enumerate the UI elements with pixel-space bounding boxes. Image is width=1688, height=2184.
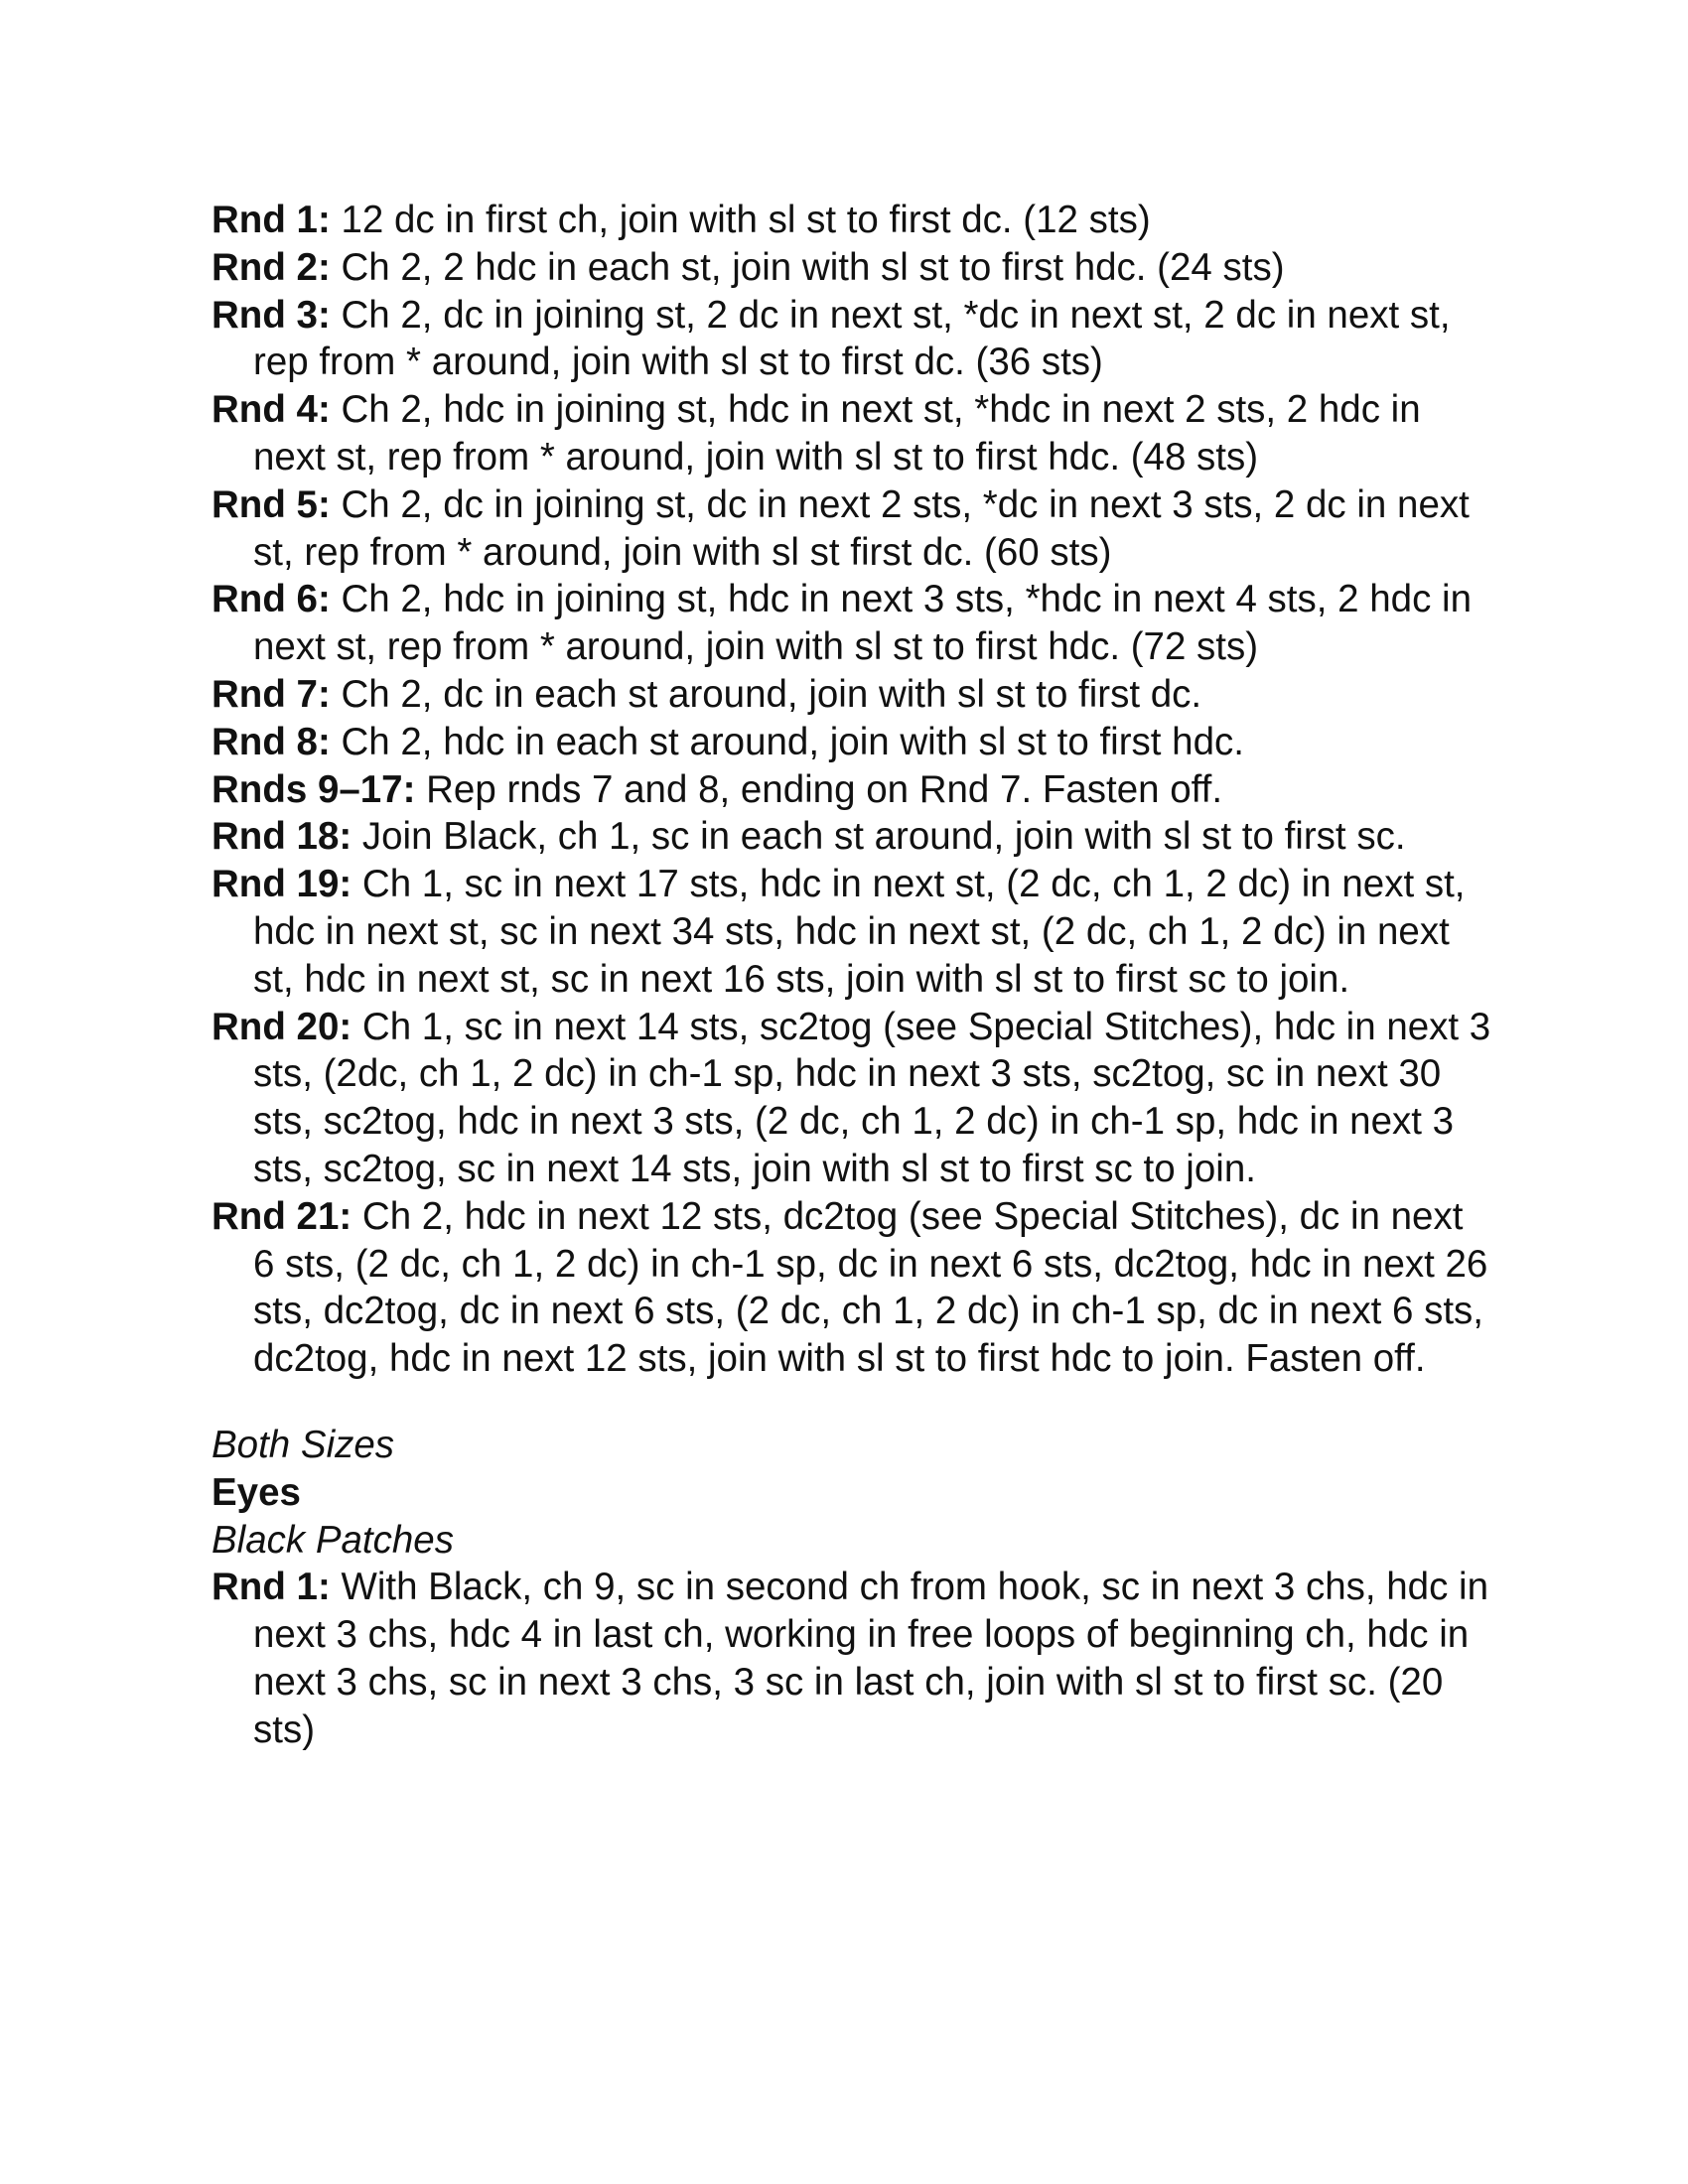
instruction-rnd-7 [211,671,1492,719]
instruction-rnd-6 [211,576,1492,671]
round-text: Ch 2, hdc in joining st, hdc in next st, *hdc in next 2 sts, 2 hdc in next st, rep from * around, join with sl st to first hdc. (48 sts) [253,388,1421,478]
instruction-rnd-5 [211,481,1492,577]
round-text: Ch 2, dc in each st around, join with sl st to first dc. [330,672,1202,716]
instruction-rnd-3 [211,292,1492,387]
black-patches-heading: Black Patches [211,1518,454,1562]
instruction-rnd-2 [211,244,1492,292]
round-text: With Black, ch 9, sc in second ch from hook, sc in next 3 chs, hdc in next 3 chs, hdc 4 in last ch, working in free loops of beginning ch, hdc in next 3 chs, sc in next 3 chs, 3 sc in last ch, join with sl st to first sc. (20 sts) [253,1566,1488,1751]
round-text: Ch 2, dc in joining st, dc in next 2 sts, *dc in next 3 sts, 2 dc in next st, rep from * around, join with sl st first dc. (60 sts) [253,482,1470,574]
eyes-instruction-list [211,1564,1492,1753]
pattern-page [211,197,1492,1754]
round-label: Rnd 18: [211,815,352,859]
round-text: Ch 2, 2 hdc in each st, join with sl st to first hdc. (24 sts) [330,245,1285,289]
round-label: Rnd 6: [211,578,331,621]
round-text: Ch 1, sc in next 14 sts, sc2tog (see Special Stitches), hdc in next 3 sts, (2dc, ch 1, 2 dc) in ch-1 sp, hdc in next 3 sts, sc2tog, sc in next 30 sts, sc2tog, hdc in next 3 sts, (2 dc, ch 1, 2 dc) in ch-1 sp, hdc in next 3 sts, sc2tog, sc in next 14 sts, join with sl st to first sc to join. [253,1005,1491,1190]
instruction-rnd-1 [211,197,1492,244]
instruction-list [211,197,1492,1383]
round-label: Rnd 19: [211,863,352,906]
round-text: Ch 2, dc in joining st, 2 dc in next st, *dc in next st, 2 dc in next st, rep from * around, join with sl st to first dc. (36 sts) [253,293,1451,384]
instruction-rnd-8 [211,719,1492,766]
round-label: Rnd 7: [211,672,331,716]
round-label: Rnds 9–17: [211,767,416,811]
round-label: Rnd 1: [211,199,331,241]
section-spacer [211,1383,1492,1422]
round-text: Join Black, ch 1, sc in each st around, join with sl st to first sc. [352,815,1406,859]
round-label: Rnd 2: [211,245,331,289]
instruction-rnd-4 [211,386,1492,481]
round-label: Rnd 5: [211,482,331,526]
round-label: Rnd 4: [211,388,331,432]
round-text: 12 dc in first ch, join with sl st to first dc. (12 sts) [330,199,1151,241]
instruction-rnd-18 [211,813,1492,861]
round-text: Ch 2, hdc in joining st, hdc in next 3 sts, *hdc in next 4 sts, 2 hdc in next st, rep from * around, join with sl st to first hdc. (72 sts) [253,578,1472,669]
round-label: Rnd 1: [211,1566,331,1609]
instruction-rnd-19 [211,861,1492,1003]
round-label: Rnd 3: [211,293,331,337]
eyes-instruction-rnd-1 [211,1564,1492,1753]
round-label: Rnd 8: [211,720,331,763]
round-text: Ch 2, hdc in next 12 sts, dc2tog (see Special Stitches), dc in next 6 sts, (2 dc, ch 1, 2 dc) in ch-1 sp, dc in next 6 sts, dc2tog, hdc in next 26 sts, dc2tog, dc in next 6 sts, (2 dc, ch 1, 2 dc) in ch-1 sp, dc in next 6 sts, dc2tog, hdc in next 12 sts, join with sl st to first hdc to join. Fasten off. [253,1194,1488,1381]
instruction-rnd-21 [211,1193,1492,1383]
round-label: Rnd 21: [211,1194,352,1238]
instruction-rnd-20 [211,1004,1492,1193]
round-label: Rnd 20: [211,1005,352,1048]
both-sizes-heading: Both Sizes [211,1423,395,1466]
round-text: Ch 1, sc in next 17 sts, hdc in next st, (2 dc, ch 1, 2 dc) in next st, hdc in next st, sc in next 34 sts, hdc in next st, (2 dc, ch 1, 2 dc) in next st, hdc in next st, sc in next 16 sts, join with sl st to first sc to join. [253,863,1466,1001]
round-text: Ch 2, hdc in each st around, join with sl st to first hdc. [330,720,1244,763]
eyes-heading: Eyes [211,1470,301,1514]
round-text: Rep rnds 7 and 8, ending on Rnd 7. Fasten off. [415,767,1223,811]
instruction-rnds-9-17 [211,766,1492,814]
